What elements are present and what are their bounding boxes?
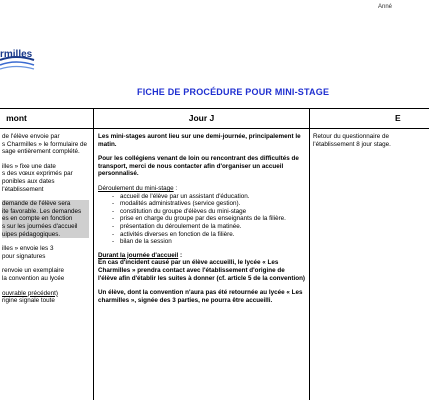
text-line: l'établissement <box>2 185 44 193</box>
list-item: - présentation du déroulement de la matinée. <box>112 223 305 231</box>
text-line: renvoie un exemplaire <box>2 267 64 275</box>
text-line: sage entièrement complété. <box>2 148 80 156</box>
column-body <box>0 129 93 305</box>
highlighted-line: ite favorable. Les demandes <box>2 208 89 216</box>
text-line: s des vœux exprimés par <box>2 170 73 178</box>
text-line: la convention au lycée <box>2 274 65 282</box>
column-body <box>309 129 429 148</box>
text-line: ouvrable précédent) <box>2 289 59 297</box>
deroulement-list <box>98 193 305 246</box>
section-title: Déroulement du mini-stage : <box>98 184 178 192</box>
list-item: - bilan de la session <box>112 238 305 246</box>
list-item: - constitution du groupe d'élèves du mini-stage <box>112 208 305 216</box>
text-line: illes » envoie les 3 <box>2 245 54 253</box>
column-heading: Jour J <box>94 109 309 129</box>
highlighted-line: demande de l'élève sera <box>2 200 89 208</box>
text-line: illes » fixe une date <box>2 162 56 170</box>
highlighted-line: s sur les journées d'accueil <box>2 223 89 231</box>
highlighted-line: uipes pédagogiques. <box>2 231 89 239</box>
column-heading: E <box>309 109 429 129</box>
list-item: - prise en charge du groupe par des enseignants de la filière. <box>112 215 305 223</box>
list-item: - accueil de l'élève par un assistant d'éducation. <box>112 193 305 201</box>
column-jour-j <box>93 108 310 400</box>
page-title: FICHE DE PROCÉDURE POUR MINI-STAGE <box>137 87 330 97</box>
logo-text: rmilles <box>0 49 33 60</box>
year-label: Anné <box>378 4 393 10</box>
column-heading: mont <box>0 109 93 129</box>
school-logo <box>0 40 34 74</box>
paragraph: Les mini-stages auront lieu sur une demi-journée, principalement le matin. <box>98 133 301 148</box>
paragraph: En cas d'incident causé par un élève accueilli, le lycée « Les Charmilles » prendra contact avec l'établissement d'origine de l'élève afin d'établir les suites à donner (cf. article 5 de la convention) <box>98 259 306 282</box>
list-item: - modalités administratives (service gestion). <box>112 200 305 208</box>
text-line: ponibles aux dates <box>2 177 55 185</box>
column-before <box>0 108 93 400</box>
paragraph: Retour du questionnaire de l'établissement 8 jour stage. <box>313 133 391 148</box>
paragraph: Pour les collégiens venant de loin ou rencontrant des difficultés de transport, merci de nous contacter afin d'organiser un accueil personnalisé. <box>98 155 299 178</box>
text-line: de l'élève envoie par <box>2 133 60 140</box>
paragraph: Un élève, dont la convention n'aura pas été retournée au lycée « Les charmilles », signée des 3 parties, ne pourra être accueilli. <box>98 289 303 304</box>
text-line: rigine signale toute <box>2 297 55 305</box>
text-line: pour signatures <box>2 252 46 260</box>
column-after <box>309 108 429 400</box>
column-body <box>94 129 309 304</box>
list-item: - activités diverses en fonction de la filière. <box>112 231 305 239</box>
highlighted-line: es en compte en fonction <box>2 215 89 223</box>
text-line: s Charmilles » le formulaire de <box>2 140 88 148</box>
section-title: Durant la journée d'accueil : <box>98 251 183 259</box>
